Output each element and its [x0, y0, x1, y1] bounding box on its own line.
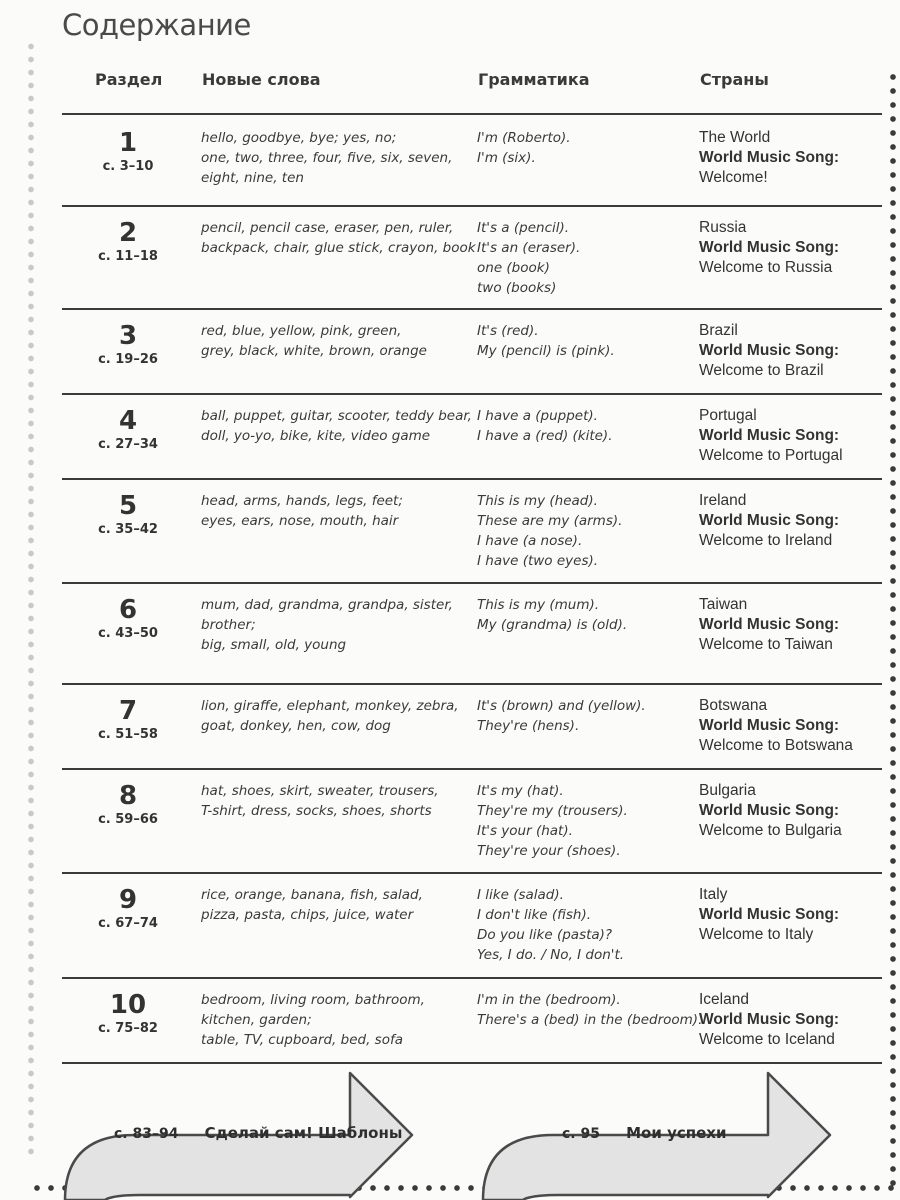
footer-right-label: Мои успехи — [626, 1124, 727, 1142]
word-line: T-shirt, dress, socks, shoes, shorts — [201, 803, 432, 819]
grammar-line: I don't like (fish). — [477, 907, 592, 923]
unit-number: 8 — [118, 781, 138, 811]
word-line: pencil, pencil case, eraser, pen, ruler, — [201, 220, 454, 236]
unit-cell — [62, 492, 194, 537]
unit-pages: с. 43–50 — [98, 626, 158, 641]
country-cell — [699, 128, 879, 188]
unit-cell — [62, 129, 194, 174]
grammar-cell — [477, 218, 697, 298]
grammar-line: It's my (hat). — [477, 783, 564, 799]
song-label: World Music Song: — [699, 149, 840, 166]
word-line: mum, dad, grandma, grandpa, sister, — [201, 597, 453, 613]
country-name: Brazil — [699, 322, 738, 339]
word-line: pizza, pasta, chips, juice, water — [201, 907, 414, 923]
word-line: brother; — [201, 617, 256, 633]
unit-cell — [62, 886, 194, 931]
song-title: Welcome to Ireland — [699, 532, 833, 549]
grammar-line: I have a (red) (kite). — [477, 428, 613, 444]
unit-number: 3 — [118, 321, 138, 351]
table-row — [62, 115, 882, 207]
table-row — [62, 582, 882, 685]
grammar-line: There's a (bed) in the (bedroom). — [477, 1012, 703, 1028]
word-line: bedroom, living room, bathroom, — [201, 992, 425, 1008]
grammar-cell — [477, 885, 697, 965]
table-row — [62, 872, 882, 979]
word-line: backpack, chair, glue stick, crayon, book — [201, 240, 476, 256]
grammar-line: It's your (hat). — [477, 823, 573, 839]
grammar-line: I have (two eyes). — [477, 553, 599, 569]
country-name: Iceland — [699, 991, 749, 1008]
footer-left-link[interactable] — [114, 1124, 402, 1142]
new-words-cell — [201, 595, 469, 655]
country-cell — [699, 885, 879, 945]
new-words-cell — [201, 128, 469, 188]
song-title: Welcome to Italy — [699, 926, 814, 943]
grammar-line: I'm in the (bedroom). — [477, 992, 621, 1008]
word-line: ball, puppet, guitar, scooter, teddy bear, — [201, 408, 472, 424]
table-row — [62, 683, 882, 770]
unit-number: 4 — [118, 406, 138, 436]
grammar-line: They're (hens). — [477, 718, 580, 734]
unit-pages: с. 75–82 — [98, 1021, 158, 1036]
country-name: Russia — [699, 219, 747, 236]
unit-cell — [62, 596, 194, 641]
new-words-cell — [201, 218, 476, 258]
header-grammar: Грамматика — [478, 70, 590, 89]
country-name: The World — [699, 129, 771, 146]
unit-cell — [62, 991, 194, 1036]
new-words-cell — [201, 781, 469, 821]
word-line: head, arms, hands, legs, feet; — [201, 493, 403, 509]
word-line: table, TV, cupboard, bed, sofa — [201, 1032, 403, 1048]
grammar-line: I like (salad). — [477, 887, 564, 903]
unit-cell — [62, 697, 194, 742]
unit-pages: с. 35–42 — [98, 522, 158, 537]
unit-pages: с. 3–10 — [102, 159, 154, 174]
grammar-cell — [477, 491, 697, 571]
country-cell — [699, 696, 879, 756]
grammar-cell — [477, 595, 697, 635]
song-title: Welcome to Portugal — [699, 447, 843, 464]
word-line: doll, yo-yo, bike, kite, video game — [201, 428, 431, 444]
grammar-cell — [477, 696, 697, 736]
unit-pages: с. 67–74 — [98, 916, 158, 931]
table-row — [62, 977, 882, 1064]
unit-cell — [62, 219, 194, 264]
grammar-cell — [477, 128, 697, 168]
country-name: Portugal — [699, 407, 757, 424]
country-name: Italy — [699, 886, 728, 903]
word-line: goat, donkey, hen, cow, dog — [201, 718, 391, 734]
grammar-line: It's an (eraser). — [477, 240, 581, 256]
country-name: Bulgaria — [699, 782, 756, 799]
song-title: Welcome to Iceland — [699, 1031, 835, 1048]
song-label: World Music Song: — [699, 512, 840, 529]
grammar-cell — [477, 990, 703, 1030]
grammar-cell — [477, 321, 697, 361]
grammar-cell — [477, 781, 697, 861]
unit-pages: с. 27–34 — [98, 437, 158, 452]
country-cell — [699, 321, 879, 381]
table-row — [62, 205, 882, 310]
song-label: World Music Song: — [699, 802, 840, 819]
new-words-cell — [201, 406, 472, 446]
footer-right-pages: с. 95 — [562, 1126, 600, 1142]
word-line: hat, shoes, skirt, sweater, trousers, — [201, 783, 439, 799]
header-new-words: Новые слова — [202, 70, 321, 89]
word-line: eight, nine, ten — [201, 170, 304, 186]
country-cell — [699, 595, 879, 655]
song-label: World Music Song: — [699, 239, 840, 256]
word-line: lion, giraffe, elephant, monkey, zebra, — [201, 698, 459, 714]
unit-number: 10 — [109, 990, 147, 1020]
grammar-line: two (books) — [477, 280, 557, 296]
unit-number: 7 — [118, 696, 138, 726]
song-title: Welcome to Bulgaria — [699, 822, 842, 839]
grammar-line: It's (brown) and (yellow). — [477, 698, 646, 714]
song-title: Welcome to Taiwan — [699, 636, 833, 653]
country-cell — [699, 990, 879, 1050]
new-words-cell — [201, 990, 469, 1050]
grammar-line: They're my (trousers). — [477, 803, 628, 819]
grammar-cell — [477, 406, 697, 446]
song-label: World Music Song: — [699, 342, 840, 359]
unit-pages: с. 51–58 — [98, 727, 158, 742]
song-label: World Music Song: — [699, 906, 840, 923]
song-label: World Music Song: — [699, 427, 840, 444]
grammar-line: My (pencil) is (pink). — [477, 343, 615, 359]
table-row — [62, 478, 882, 584]
country-name: Taiwan — [699, 596, 748, 613]
grammar-line: I have (a nose). — [477, 533, 583, 549]
grammar-line: It's (red). — [477, 323, 539, 339]
unit-number: 5 — [118, 491, 138, 521]
song-title: Welcome to Russia — [699, 259, 833, 276]
country-name: Botswana — [699, 697, 768, 714]
unit-pages: с. 11–18 — [98, 249, 158, 264]
word-line: eyes, ears, nose, mouth, hair — [201, 513, 399, 529]
new-words-cell — [201, 696, 469, 736]
table-row — [62, 393, 882, 480]
country-cell — [699, 781, 879, 841]
word-line: rice, orange, banana, fish, salad, — [201, 887, 423, 903]
grammar-line: It's a (pencil). — [477, 220, 570, 236]
song-label: World Music Song: — [699, 616, 840, 633]
song-title: Welcome to Brazil — [699, 362, 824, 379]
grammar-line: This is my (mum). — [477, 597, 600, 613]
header-unit: Раздел — [95, 70, 163, 89]
unit-cell — [62, 782, 194, 827]
word-line: red, blue, yellow, pink, green, — [201, 323, 402, 339]
header-countries: Страны — [700, 70, 769, 89]
grammar-line: This is my (head). — [477, 493, 598, 509]
unit-cell — [62, 407, 194, 452]
footer-left-label: Сделай сам! Шаблоны — [204, 1124, 403, 1142]
page-title: Содержание — [62, 8, 251, 42]
unit-number: 6 — [118, 595, 138, 625]
word-line: big, small, old, young — [201, 637, 347, 653]
word-line: one, two, three, four, five, six, seven, — [201, 150, 453, 166]
grammar-line: These are my (arms). — [477, 513, 623, 529]
new-words-cell — [201, 491, 469, 531]
song-label: World Music Song: — [699, 717, 840, 734]
country-cell — [699, 406, 879, 466]
grammar-line: I'm (six). — [477, 150, 536, 166]
country-cell — [699, 218, 879, 278]
table-row — [62, 308, 882, 395]
unit-number: 9 — [118, 885, 138, 915]
word-line: kitchen, garden; — [201, 1012, 312, 1028]
word-line: grey, black, white, brown, orange — [201, 343, 427, 359]
word-line: hello, goodbye, bye; yes, no; — [201, 130, 397, 146]
song-label: World Music Song: — [699, 1011, 840, 1028]
grammar-line: I'm (Roberto). — [477, 130, 571, 146]
left-dotted-border — [27, 40, 35, 1160]
unit-cell — [62, 322, 194, 367]
grammar-line: one (book) — [477, 260, 550, 276]
grammar-line: Yes, I do. / No, I don't. — [477, 947, 625, 963]
table-row — [62, 768, 882, 874]
unit-number: 1 — [118, 128, 138, 158]
new-words-cell — [201, 885, 469, 925]
grammar-line: I have a (puppet). — [477, 408, 598, 424]
country-name: Ireland — [699, 492, 747, 509]
grammar-line: They're your (shoes). — [477, 843, 621, 859]
unit-pages: с. 19–26 — [98, 352, 158, 367]
right-dotted-border — [888, 70, 898, 1190]
country-cell — [699, 491, 879, 551]
song-title: Welcome! — [699, 169, 768, 186]
unit-pages: с. 59–66 — [98, 812, 158, 827]
grammar-line: My (grandma) is (old). — [477, 617, 628, 633]
footer-left-pages: с. 83–94 — [114, 1126, 179, 1142]
unit-number: 2 — [118, 218, 138, 248]
song-title: Welcome to Botswana — [699, 737, 853, 754]
new-words-cell — [201, 321, 469, 361]
footer-right-link[interactable] — [562, 1124, 726, 1142]
grammar-line: Do you like (pasta)? — [477, 927, 613, 943]
